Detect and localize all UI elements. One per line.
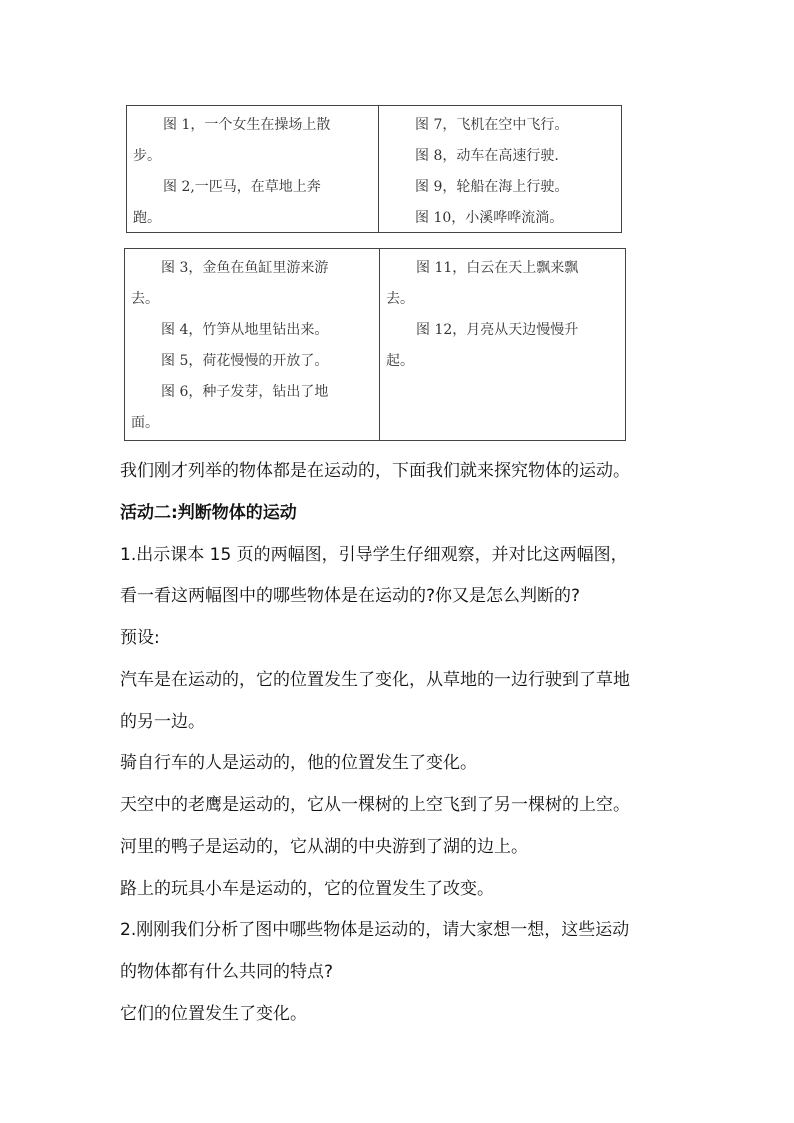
table-text-line: 图 5，荷花慢慢的开放了。 — [161, 353, 329, 369]
table-text-line: 图 2,一匹马，在草地上奔 — [163, 179, 321, 195]
table-text-line: 步。 — [133, 148, 161, 164]
paragraph-cyclist: 骑自行车的人是运动的，他的位置发生了变化。 — [120, 753, 477, 773]
table-text-line: 图 1，一个女生在操场上散 — [163, 117, 331, 133]
paragraph-intro: 我们刚才列举的物体都是在运动的，下面我们就来探究物体的运动。 — [120, 461, 630, 481]
table-text-line: 图 11，白云在天上飘来飘 — [416, 260, 579, 276]
table-text-line: 图 4，竹笋从地里钻出来。 — [161, 322, 329, 338]
table2-left-cell — [125, 249, 379, 440]
table-text-line: 去。 — [131, 291, 159, 307]
table-text-line: 图 12，月亮从天边慢慢升 — [416, 322, 579, 338]
table-text-line: 图 3，金鱼在鱼缸里游来游 — [161, 260, 329, 276]
paragraph-duck: 河里的鸭子是运动的，它从湖的中央游到了湖的边上。 — [120, 837, 528, 857]
table-text-line: 面。 — [131, 415, 159, 431]
examples-table-2 — [124, 248, 626, 441]
table-text-line: 图 6，种子发芽，钻出了地 — [161, 384, 329, 400]
paragraph-car: 汽车是在运动的，它的位置发生了变化，从草地的一边行驶到了草地 — [120, 670, 630, 690]
table-text-line: 图 10，小溪哗哗流淌。 — [415, 210, 564, 226]
section-heading: 活动二:判断物体的运动 — [120, 503, 297, 523]
table2-right-cell — [379, 249, 625, 440]
paragraph-step-1-cont: 看一看这两幅图中的哪些物体是在运动的?你又是怎么判断的? — [120, 586, 581, 606]
table-text-line: 去。 — [386, 291, 414, 307]
table-text-line: 跑。 — [133, 210, 161, 226]
paragraph-step-1: 1.出示课本 15 页的两幅图，引导学生仔细观察，并对比这两幅图， — [120, 545, 628, 565]
table-text-line: 图 7，飞机在空中飞行。 — [415, 117, 569, 133]
table-text-line: 图 9，轮船在海上行驶。 — [415, 179, 569, 195]
paragraph-eagle: 天空中的老鹰是运动的，它从一棵树的上空飞到了另一棵树的上空。 — [120, 795, 630, 815]
paragraph-answer: 它们的位置发生了变化。 — [120, 1004, 307, 1024]
paragraph-toy-car: 路上的玩具小车是运动的，它的位置发生了改变。 — [120, 879, 494, 899]
table-text-line: 图 8，动车在高速行驶. — [415, 148, 559, 164]
paragraph-step-2: 2.刚刚我们分析了图中哪些物体是运动的，请大家想一想，这些运动 — [120, 920, 630, 940]
paragraph-preset: 预设: — [120, 628, 160, 648]
paragraph-step-2-cont: 的物体都有什么共同的特点? — [120, 962, 334, 982]
table-text-line: 起。 — [386, 353, 414, 369]
paragraph-car-cont: 的另一边。 — [120, 712, 205, 732]
table1-left-cell — [127, 106, 378, 232]
table1-right-cell — [378, 106, 621, 232]
examples-table-1 — [126, 105, 622, 233]
